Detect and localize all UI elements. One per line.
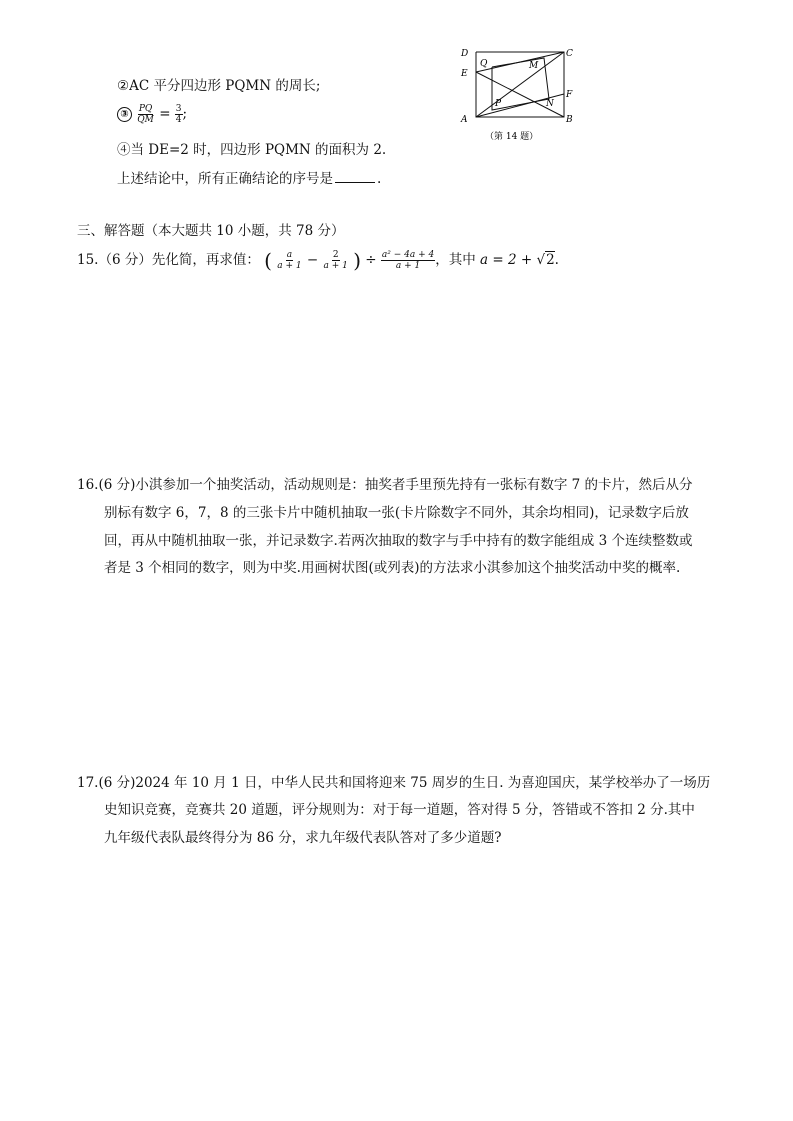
figure-14 [455,44,585,144]
q17-line3: 九年级代表队最终得分为 86 分，求九年级代表队答对了多少道题? [104,830,502,846]
q14-item4: ④当 DE=2 时，四边形 PQMN 的面积为 2. [117,142,387,158]
q17-line2: 史知识竞赛，竞赛共 20 道题，评分规则为：对于每一道题，答对得 5 分，答错或不答扣 2 分.其中 [104,802,695,818]
fraction-2-over-a1: $\frac{2}{a + 1}$ [323,250,348,271]
q17-line1: 17.(6 分)2024 年 10 月 1 日，中华人民共和国将迎来 75 周岁的生日. 为喜迎国庆，某学校举办了一场历 [77,775,711,791]
label-m: M [529,61,539,71]
fraction-quadratic-over-a1: $\frac{\text{a² − 4a + 4}}{a + 1}$ [381,250,435,271]
fraction-a-over-a1: $\frac{a}{a + 1}$ [277,250,302,271]
q16-line4: 者是 3 个相同的数字，则为中奖.用画树状图(或列表)的方法求小淇参加这个抽奖活动中奖的概率. [104,560,681,576]
q14-conclusion: 上述结论中，所有正确结论的序号是 . [117,171,382,187]
label-q: Q [480,59,488,69]
label-p: P [495,99,502,109]
figure-caption: （第 14 题） [485,132,539,142]
answer-blank[interactable] [335,170,375,183]
q16-line1: 16.(6 分)小淇参加一个抽奖活动，活动规则是：抽奖者手里预先持有一张标有数字 7 的卡片，然后从分 [77,477,693,493]
geometry-diagram [455,44,585,144]
circle-number-3: ③ [117,107,132,122]
section-3-title: 三、解答题（本大题共 10 小题，共 78 分） [77,223,345,239]
label-n: N [546,99,554,109]
fraction-pq-qm: $\frac{PQ}{QM}$ [137,104,154,125]
label-a: A [461,115,468,125]
q14-item2: ②AC 平分四边形 PQMN 的周长; [117,78,321,94]
q15: 15.（6 分）先化简，再求值： ( $\frac{a}{a + 1}$ − $\frac{2}{a + 1}$ ) ÷ $\frac{\text{a² − 4a + 4}}{a + 1}$ ，其中 a = 2 + √2. [77,248,559,273]
label-d: D [461,49,469,59]
label-f: F [566,90,573,100]
q16-line3: 回，再从中随机抽取一张，并记录数字.若两次抽取的数字与手中持有的数字能组成 3 个连续整数或 [104,533,693,549]
fraction-three-fourths: $\frac{3}{4}$ [175,104,182,125]
label-e: E [461,69,468,79]
q14-item3: ③ $\frac{PQ}{QM}$ = $\frac{3}{4}$ ; [117,104,187,125]
q16-line2: 别标有数字 6，7，8 的三张卡片中随机抽取一张(卡片除数字不同外，其余均相同)，记录数字后放 [104,505,689,521]
segment-eb [476,72,564,117]
label-c: C [566,49,573,59]
label-b: B [566,115,573,125]
